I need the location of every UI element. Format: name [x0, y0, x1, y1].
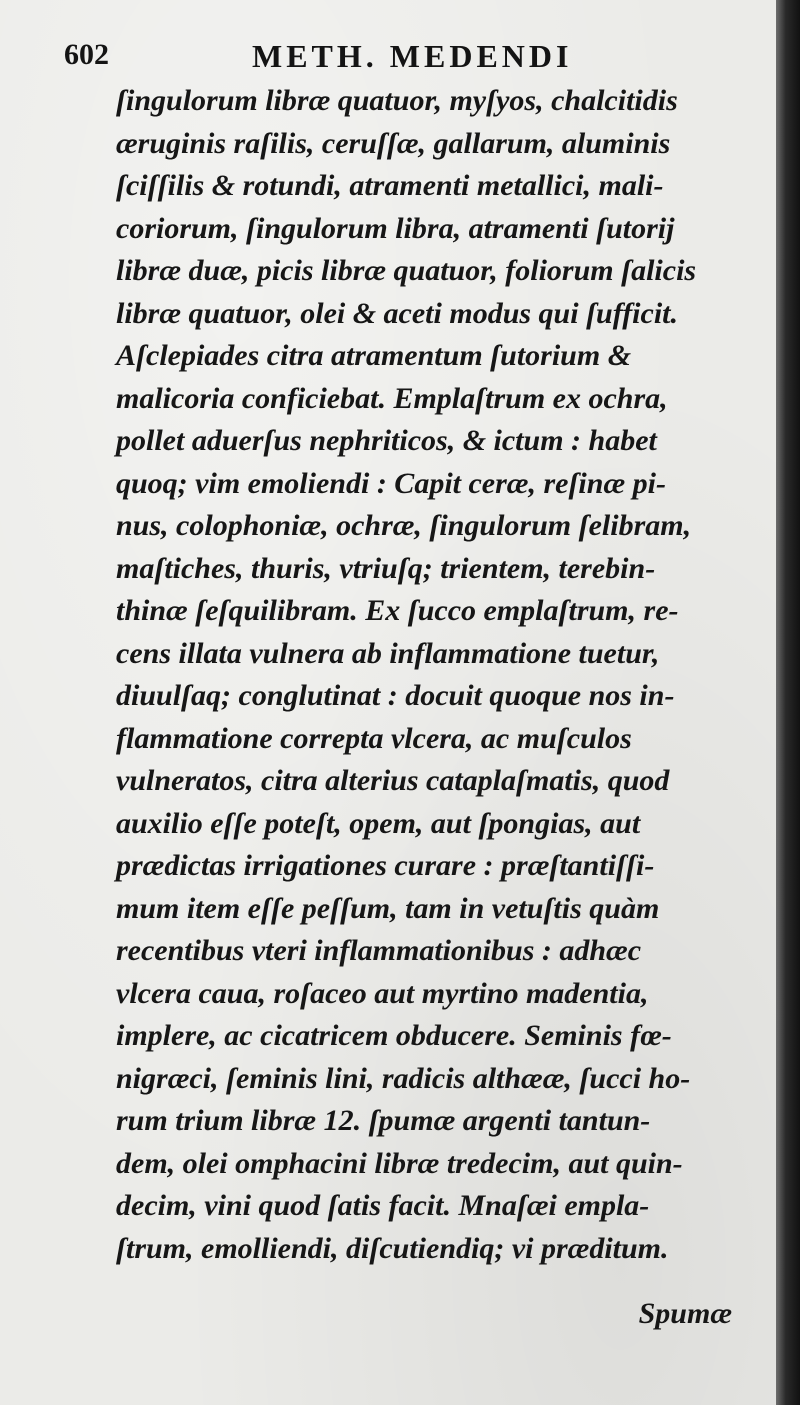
page-edge-shadow [776, 0, 800, 1405]
text-line: libræ duæ, picis libræ quatuor, foliorum ſalicis [116, 254, 697, 287]
text-line: thinæ ſeſquilibram. Ex ſucco emplaſtrum, re- [116, 594, 679, 627]
text-line: quoq; vim emoliendi : Capit ceræ, reſinæ pi- [116, 466, 666, 500]
text-line: malicoria conficiebat. Emplaſtrum ex ochra, [116, 381, 668, 415]
text-line: ſtrum, emolliendi, diſcutiendiq; vi præditum. [116, 1231, 669, 1265]
text-line: vlcera caua, roſaceo aut myrtino madentia, [116, 976, 649, 1010]
text-line: ſingulorum libræ quatuor, myſyos, chalcitidis [116, 84, 678, 117]
text-line: implere, ac cicatricem obducere. Seminis fœ- [116, 1019, 672, 1052]
text-line: recentibus vteri inflammationibus : adhæc [116, 934, 642, 967]
text-line: decim, vini quod ſatis facit. Mnaſæi empla- [116, 1189, 650, 1222]
text-line: diuulſaq; conglutinat : docuit quoque nos in- [116, 679, 675, 712]
text-line: libræ quatuor, olei & aceti modus qui ſufficit. [116, 296, 679, 330]
body-text [116, 80, 764, 1270]
text-line: nigræci, ſeminis lini, radicis althææ, ſucci ho- [116, 1061, 691, 1095]
text-line: flammatione correpta vlcera, ac muſculos [116, 721, 632, 755]
page-header [60, 34, 760, 84]
text-line: vulneratos, citra alterius cataplaſmatis, quod [116, 764, 670, 797]
catchword: Spumæ [638, 1297, 732, 1330]
text-line: æruginis raſilis, ceruſſæ, gallarum, aluminis [116, 126, 671, 160]
text-line: nus, colophoniæ, ochræ, ſingulorum ſelibram, [116, 509, 692, 542]
text-line: ſciſſilis & rotundi, atramenti metallici, mali- [116, 169, 664, 202]
text-line: cens illata vulnera ab inflammatione tuetur, [116, 636, 660, 670]
text-line: pollet aduerſus nephriticos, & ictum : habet [116, 424, 657, 457]
text-line: auxilio eſſe poteſt, opem, aut ſpongias, aut [116, 806, 641, 840]
text-line: dem, olei omphacini libræ tredecim, aut quin- [116, 1146, 683, 1180]
running-head: METH. MEDENDI [252, 38, 573, 74]
text-line: coriorum, ſingulorum libra, atramenti ſutorij [116, 211, 675, 245]
page-number: 602 [64, 38, 109, 71]
text-line: maſtiches, thuris, vtriuſq; trientem, terebin- [116, 551, 656, 585]
text-line: rum trium libræ 12. ſpumæ argenti tantun- [116, 1104, 651, 1137]
text-line: Aſclepiades citra atramentum ſutorium & [116, 339, 632, 372]
text-line: prædictas irrigationes curare : præſtantiſſi- [116, 849, 655, 882]
text-line: mum item eſſe peſſum, tam in vetuſtis quàm [116, 891, 660, 925]
